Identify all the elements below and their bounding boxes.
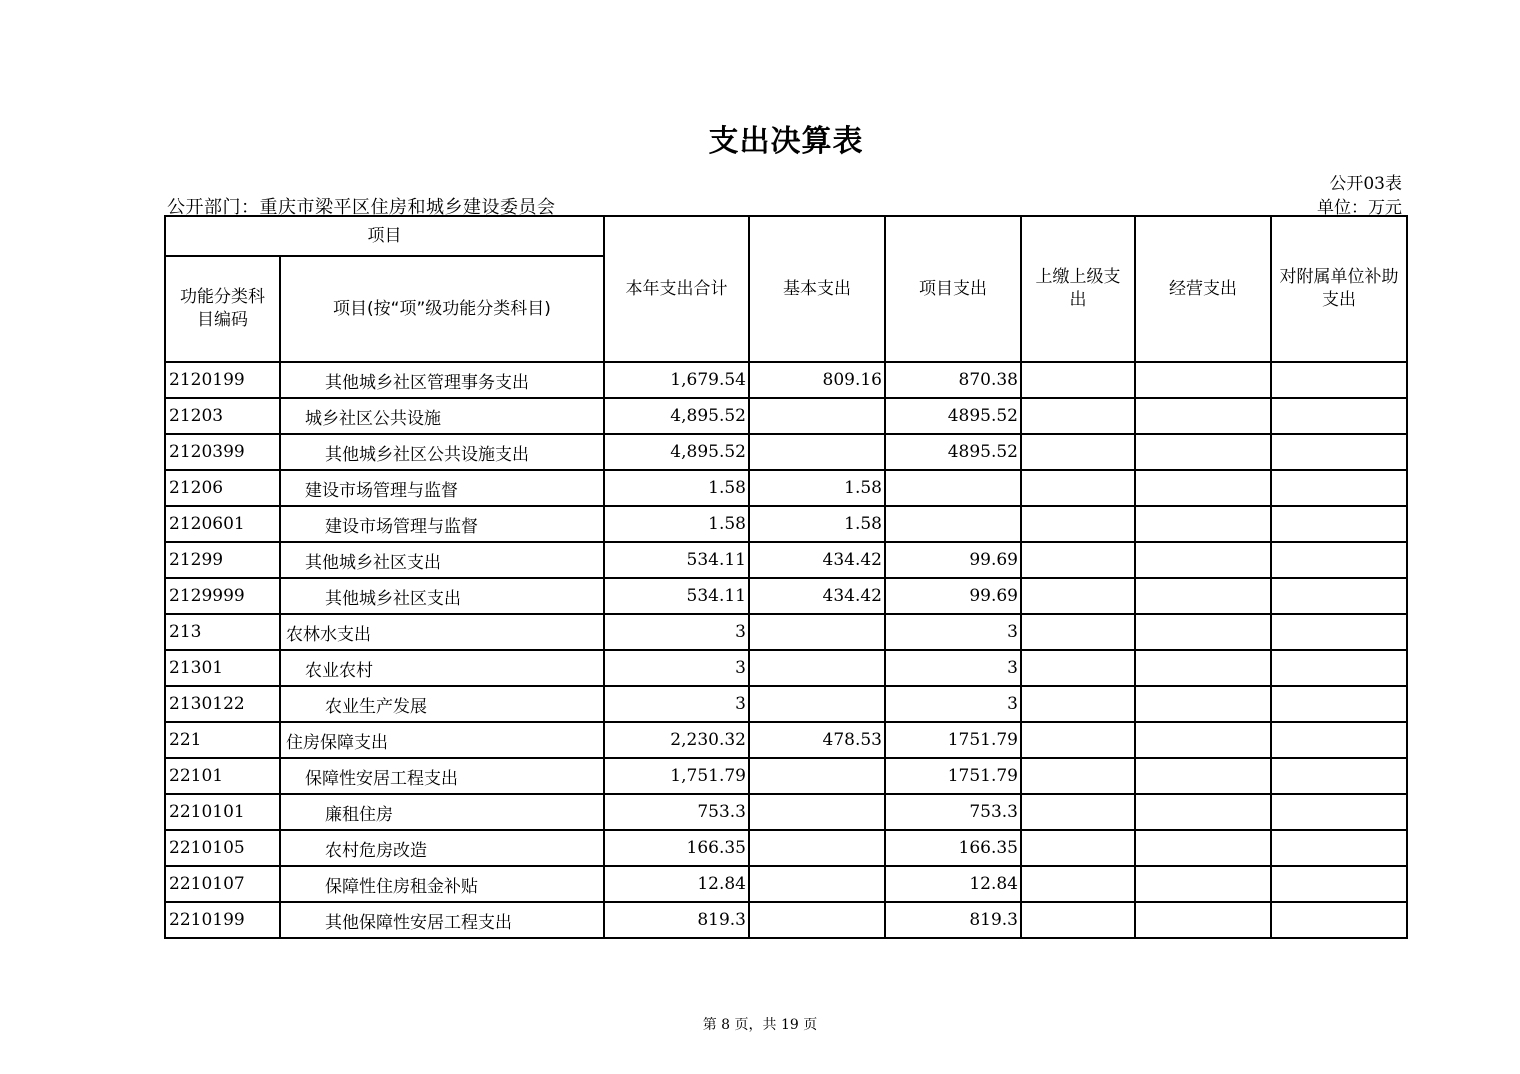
row-upper	[1021, 902, 1135, 938]
row-basic	[749, 758, 885, 794]
row-basic: 478.53	[749, 722, 885, 758]
row-basic	[749, 398, 885, 434]
header-subsidy: 对附属单位补助支出	[1271, 216, 1407, 362]
row-code: 2120601	[165, 506, 280, 542]
row-code: 21203	[165, 398, 280, 434]
row-total: 4,895.52	[604, 434, 749, 470]
row-project: 4895.52	[885, 434, 1021, 470]
row-total: 1,679.54	[604, 362, 749, 398]
header-basic: 基本支出	[749, 216, 885, 362]
row-basic	[749, 830, 885, 866]
row-name: 保障性安居工程支出	[280, 758, 604, 794]
row-total: 166.35	[604, 830, 749, 866]
row-name: 建设市场管理与监督	[280, 470, 604, 506]
row-upper	[1021, 614, 1135, 650]
row-basic: 434.42	[749, 542, 885, 578]
row-upper	[1021, 758, 1135, 794]
table-row	[165, 470, 1407, 506]
row-code: 221	[165, 722, 280, 758]
row-subsidy	[1271, 722, 1407, 758]
table-row	[165, 902, 1407, 938]
row-business	[1135, 758, 1271, 794]
row-code: 2210101	[165, 794, 280, 830]
row-total: 3	[604, 650, 749, 686]
form-number: 公开03表	[1329, 174, 1402, 194]
row-name: 保障性住房租金补贴	[280, 866, 604, 902]
row-subsidy	[1271, 902, 1407, 938]
row-total: 534.11	[604, 542, 749, 578]
row-project: 12.84	[885, 866, 1021, 902]
row-subsidy	[1271, 830, 1407, 866]
row-basic	[749, 902, 885, 938]
row-total: 753.3	[604, 794, 749, 830]
row-basic: 1.58	[749, 470, 885, 506]
row-project: 99.69	[885, 578, 1021, 614]
row-upper	[1021, 398, 1135, 434]
row-project: 3	[885, 614, 1021, 650]
row-upper	[1021, 794, 1135, 830]
row-business	[1135, 362, 1271, 398]
table-row	[165, 830, 1407, 866]
header-project: 项目支出	[885, 216, 1021, 362]
row-project: 1751.79	[885, 758, 1021, 794]
row-code: 22101	[165, 758, 280, 794]
row-upper	[1021, 578, 1135, 614]
table-row	[165, 614, 1407, 650]
row-basic	[749, 794, 885, 830]
row-project: 3	[885, 650, 1021, 686]
row-total: 12.84	[604, 866, 749, 902]
table-row	[165, 506, 1407, 542]
row-subsidy	[1271, 650, 1407, 686]
row-name: 农村危房改造	[280, 830, 604, 866]
row-basic: 809.16	[749, 362, 885, 398]
table-header	[165, 216, 1407, 362]
row-total: 1,751.79	[604, 758, 749, 794]
row-subsidy	[1271, 794, 1407, 830]
table-row	[165, 398, 1407, 434]
row-code: 2120199	[165, 362, 280, 398]
table-row	[165, 866, 1407, 902]
row-total: 3	[604, 614, 749, 650]
row-subsidy	[1271, 578, 1407, 614]
row-subsidy	[1271, 398, 1407, 434]
row-project: 819.3	[885, 902, 1021, 938]
row-project: 99.69	[885, 542, 1021, 578]
row-upper	[1021, 686, 1135, 722]
row-project: 3	[885, 686, 1021, 722]
row-name: 其他保障性安居工程支出	[280, 902, 604, 938]
row-total: 2,230.32	[604, 722, 749, 758]
table-row	[165, 794, 1407, 830]
row-basic	[749, 650, 885, 686]
row-project: 1751.79	[885, 722, 1021, 758]
row-total: 1.58	[604, 506, 749, 542]
header-upper: 上缴上级支出	[1021, 216, 1135, 362]
row-basic	[749, 866, 885, 902]
table-body	[165, 362, 1407, 938]
row-upper	[1021, 830, 1135, 866]
row-code: 2210105	[165, 830, 280, 866]
row-code: 21299	[165, 542, 280, 578]
row-upper	[1021, 470, 1135, 506]
row-business	[1135, 722, 1271, 758]
row-basic: 1.58	[749, 506, 885, 542]
row-upper	[1021, 506, 1135, 542]
row-total: 3	[604, 686, 749, 722]
row-name: 住房保障支出	[280, 722, 604, 758]
row-business	[1135, 434, 1271, 470]
row-total: 819.3	[604, 902, 749, 938]
row-basic	[749, 686, 885, 722]
row-business	[1135, 470, 1271, 506]
row-subsidy	[1271, 362, 1407, 398]
row-business	[1135, 614, 1271, 650]
row-business	[1135, 578, 1271, 614]
table-row	[165, 434, 1407, 470]
row-total: 534.11	[604, 578, 749, 614]
row-business	[1135, 866, 1271, 902]
row-name: 农林水支出	[280, 614, 604, 650]
row-business	[1135, 506, 1271, 542]
row-project: 753.3	[885, 794, 1021, 830]
row-upper	[1021, 362, 1135, 398]
row-subsidy	[1271, 614, 1407, 650]
page-footer: 第 8 页，共 19 页	[702, 1017, 818, 1033]
expenditure-table	[164, 215, 1408, 939]
row-business	[1135, 794, 1271, 830]
row-subsidy	[1271, 470, 1407, 506]
table-row	[165, 578, 1407, 614]
row-name: 其他城乡社区公共设施支出	[280, 434, 604, 470]
header-code: 功能分类科目编码	[165, 256, 280, 362]
row-code: 2120399	[165, 434, 280, 470]
row-code: 2129999	[165, 578, 280, 614]
row-project	[885, 470, 1021, 506]
row-business	[1135, 398, 1271, 434]
row-basic: 434.42	[749, 578, 885, 614]
row-name: 其他城乡社区支出	[280, 578, 604, 614]
unit-label: 单位：万元	[1317, 198, 1402, 218]
row-name: 城乡社区公共设施	[280, 398, 604, 434]
header-business: 经营支出	[1135, 216, 1271, 362]
row-code: 21206	[165, 470, 280, 506]
row-upper	[1021, 542, 1135, 578]
row-basic	[749, 434, 885, 470]
row-subsidy	[1271, 686, 1407, 722]
table-row	[165, 650, 1407, 686]
row-upper	[1021, 722, 1135, 758]
row-upper	[1021, 866, 1135, 902]
row-project: 4895.52	[885, 398, 1021, 434]
row-name: 廉租住房	[280, 794, 604, 830]
row-code: 21301	[165, 650, 280, 686]
row-name: 农业生产发展	[280, 686, 604, 722]
table-row	[165, 542, 1407, 578]
row-code: 213	[165, 614, 280, 650]
row-business	[1135, 542, 1271, 578]
department-label: 公开部门：重庆市梁平区住房和城乡建设委员会	[167, 197, 556, 218]
header-total: 本年支出合计	[604, 216, 749, 362]
row-subsidy	[1271, 506, 1407, 542]
row-subsidy	[1271, 758, 1407, 794]
row-business	[1135, 830, 1271, 866]
row-upper	[1021, 434, 1135, 470]
row-name: 其他城乡社区支出	[280, 542, 604, 578]
row-name: 建设市场管理与监督	[280, 506, 604, 542]
row-business	[1135, 650, 1271, 686]
row-subsidy	[1271, 542, 1407, 578]
row-total: 1.58	[604, 470, 749, 506]
row-basic	[749, 614, 885, 650]
header-name: 项目(按“项”级功能分类科目)	[280, 256, 604, 362]
page-title: 支出决算表	[708, 124, 864, 159]
row-subsidy	[1271, 866, 1407, 902]
row-business	[1135, 902, 1271, 938]
row-subsidy	[1271, 434, 1407, 470]
table-row	[165, 686, 1407, 722]
table-row	[165, 362, 1407, 398]
row-name: 农业农村	[280, 650, 604, 686]
header-item-group: 项目	[165, 216, 604, 256]
row-code: 2210107	[165, 866, 280, 902]
row-code: 2210199	[165, 902, 280, 938]
row-business	[1135, 686, 1271, 722]
row-project: 870.38	[885, 362, 1021, 398]
row-project	[885, 506, 1021, 542]
row-project: 166.35	[885, 830, 1021, 866]
table-row	[165, 722, 1407, 758]
table-row	[165, 758, 1407, 794]
row-name: 其他城乡社区管理事务支出	[280, 362, 604, 398]
row-total: 4,895.52	[604, 398, 749, 434]
row-upper	[1021, 650, 1135, 686]
row-code: 2130122	[165, 686, 280, 722]
